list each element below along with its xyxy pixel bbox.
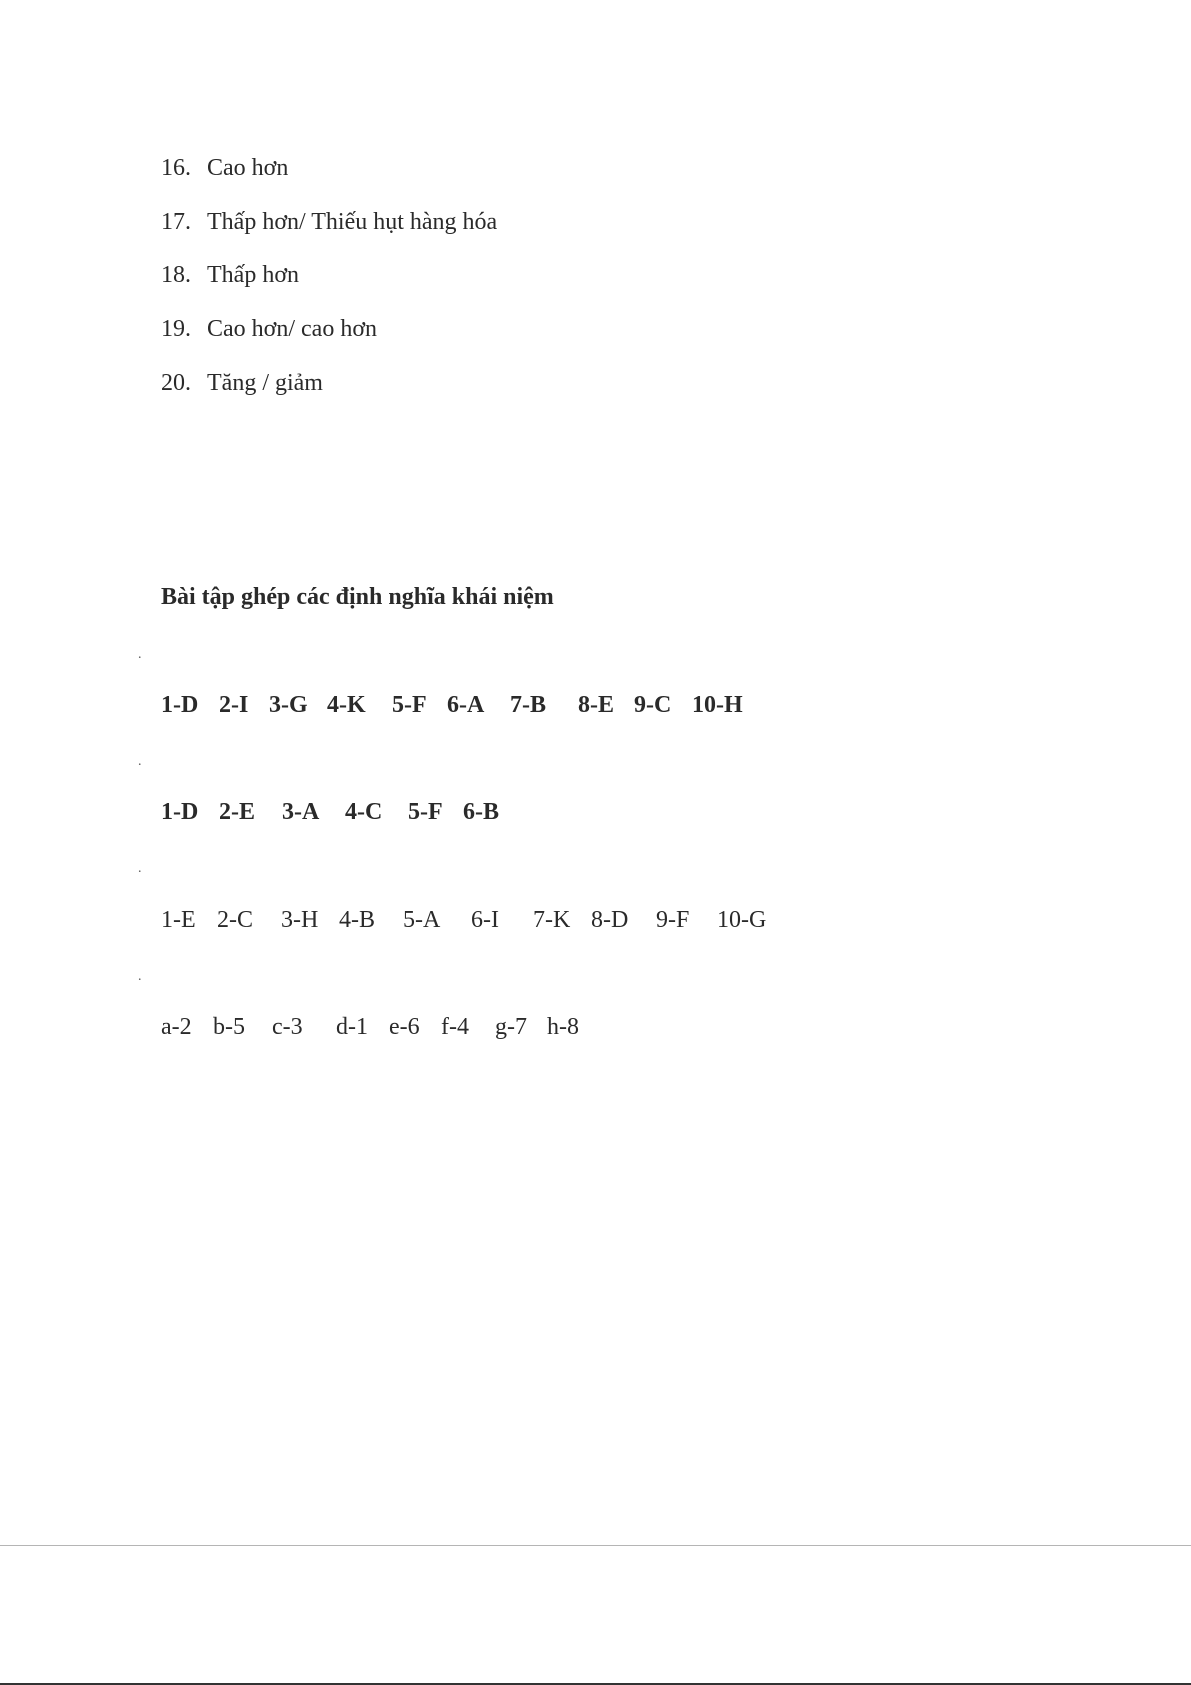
answer-pair: 4-K <box>327 692 366 718</box>
answer-pair: a-2 <box>161 1014 192 1040</box>
answer-pair: c-3 <box>272 1014 303 1040</box>
list-item-number: 17. <box>161 209 191 235</box>
answer-pair: 1-D <box>161 692 199 718</box>
answer-pair: f-4 <box>441 1014 469 1040</box>
answer-pair: 5-A <box>403 907 441 933</box>
answer-pair: 7-B <box>510 692 546 718</box>
list-item-number: 19. <box>161 316 191 342</box>
list-item-number: 20. <box>161 370 191 396</box>
answer-pair: 5-F <box>392 692 427 718</box>
bullet-marker: . <box>138 647 142 662</box>
list-item-text: Thấp hơn <box>207 262 300 288</box>
page-separator <box>0 1545 1191 1546</box>
list-item-19 <box>161 314 377 344</box>
answer-pair: 6-A <box>447 692 485 718</box>
answer-pair: h-8 <box>547 1014 579 1040</box>
answer-pair: 8-D <box>591 907 629 933</box>
answer-pair: 1-D <box>161 799 199 825</box>
answer-pair: 7-K <box>533 907 571 933</box>
list-item-text: Thấp hơn/ Thiếu hụt hàng hóa <box>207 209 498 235</box>
answer-pair: 9-F <box>656 907 690 933</box>
answer-pair: 9-C <box>634 692 672 718</box>
answer-pair: 4-B <box>339 907 375 933</box>
answer-pair: 1-E <box>161 907 196 933</box>
answer-pair: 5-F <box>408 799 443 825</box>
bullet-marker: . <box>138 754 142 769</box>
answer-pair: 3-A <box>282 799 320 825</box>
list-item-18 <box>161 260 299 290</box>
list-item-text: Tăng / giảm <box>207 370 323 396</box>
answer-pair: e-6 <box>389 1014 420 1040</box>
answer-pair: 6-B <box>463 799 499 825</box>
list-item-16 <box>161 153 288 183</box>
list-item-text: Cao hơn/ cao hơn <box>207 316 378 342</box>
answer-pair: 6-I <box>471 907 499 933</box>
answer-pair: 2-E <box>219 799 255 825</box>
answer-pair: 2-C <box>217 907 253 933</box>
list-item-number: 18. <box>161 262 191 288</box>
answer-pair: 4-C <box>345 799 383 825</box>
bullet-marker: . <box>138 969 142 984</box>
bullet-marker: . <box>138 861 142 876</box>
answer-pair: 3-H <box>281 907 319 933</box>
answer-pair: 3-G <box>269 692 308 718</box>
list-item-number: 16. <box>161 155 191 181</box>
list-item-20 <box>161 368 323 398</box>
list-item-text: Cao hơn <box>207 155 289 181</box>
answer-pair: 2-I <box>219 692 249 718</box>
answer-pair: g-7 <box>495 1014 527 1040</box>
answer-pair: b-5 <box>213 1014 245 1040</box>
answer-pair: 10-G <box>717 907 767 933</box>
list-item-17 <box>161 207 497 237</box>
answer-pair: 8-E <box>578 692 614 718</box>
answer-pair: d-1 <box>336 1014 368 1040</box>
answer-pair: 10-H <box>692 692 743 718</box>
section-title: Bài tập ghép các định nghĩa khái niệm <box>161 584 554 610</box>
